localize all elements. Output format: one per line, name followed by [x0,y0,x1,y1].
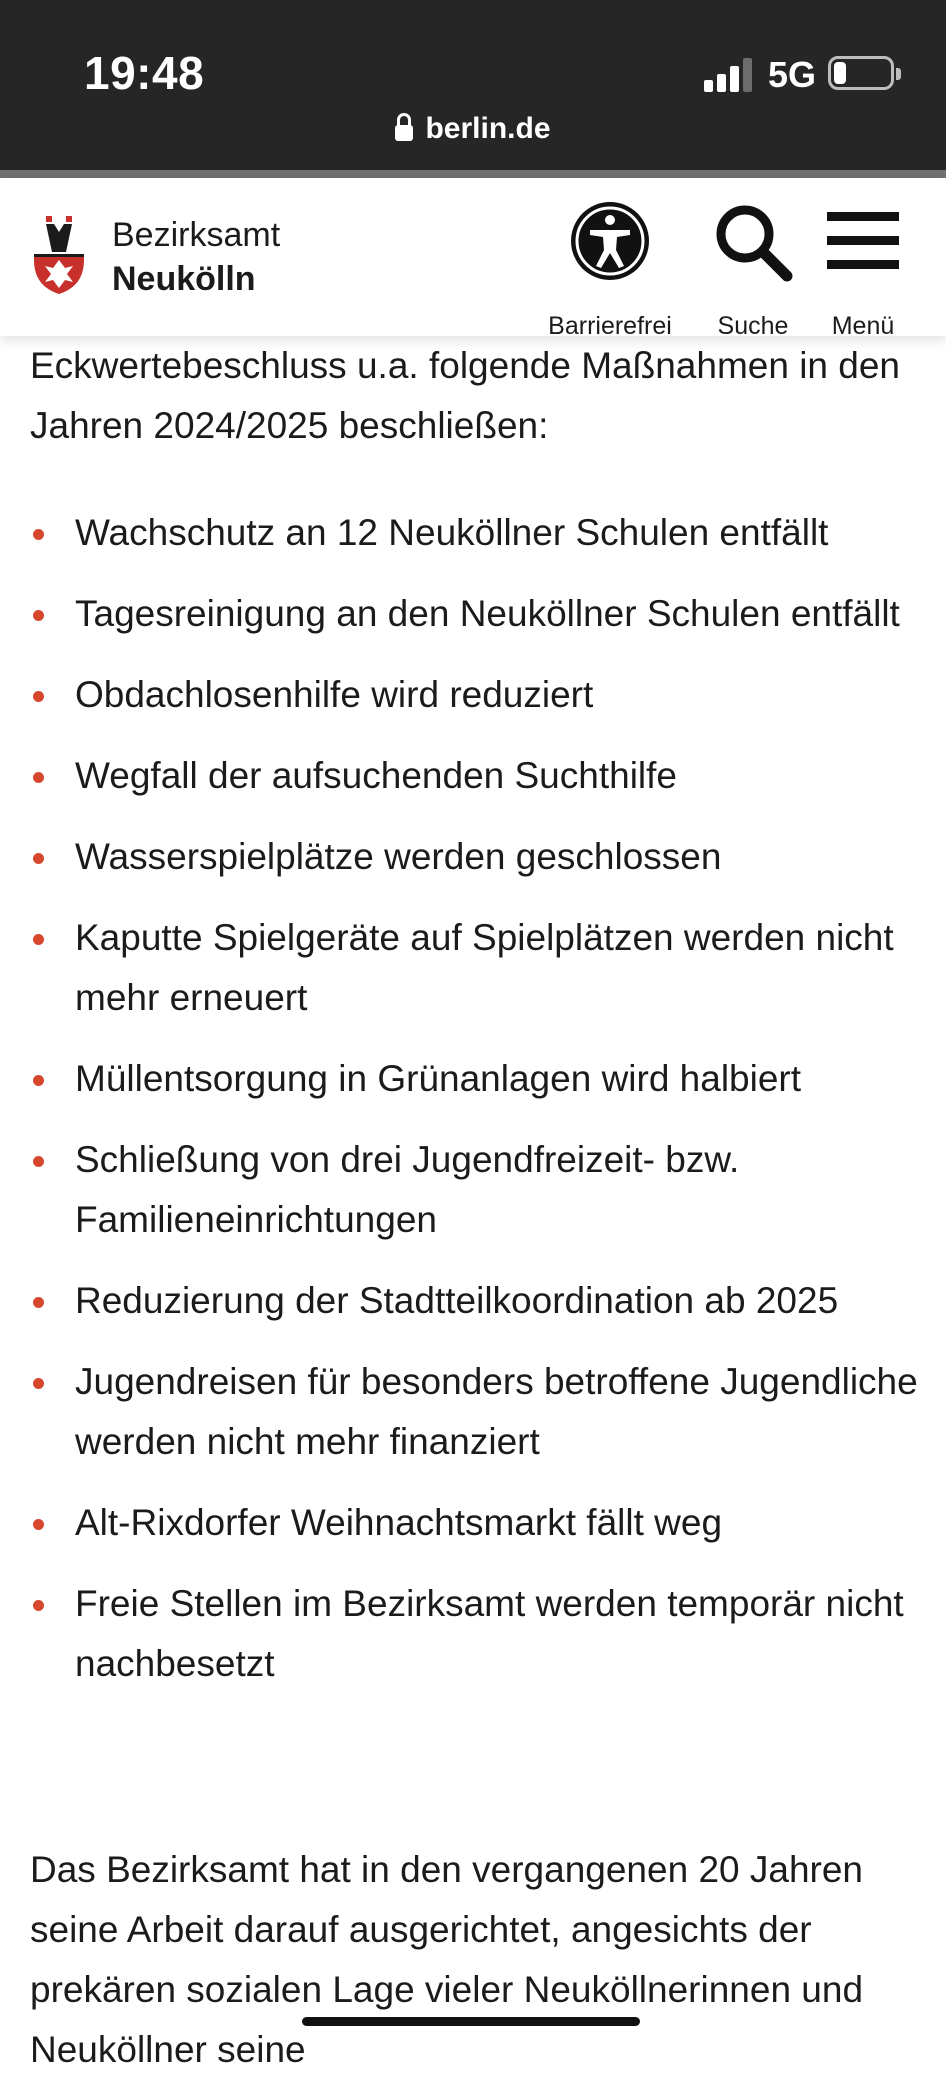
list-item [0,503,946,563]
list-item-text: Kaputte Spielgeräte auf Spielplätzen werden nicht mehr erneuert [75,917,894,1018]
list-item-text: Jugendreisen für besonders betroffene Jugendliche werden nicht mehr finanziert [75,1361,918,1462]
list-item-text: Reduzierung der Stadtteilkoordination ab 2025 [75,1280,839,1321]
bullet-dot [33,1600,44,1611]
list-item-text: Alt-Rixdorfer Weihnachtsmarkt fällt weg [75,1502,723,1543]
search-label: Suche [717,312,789,340]
list-item [0,1049,946,1109]
bullet-dot [33,934,44,945]
search-button[interactable] [700,200,806,340]
bullet-dot [33,1156,44,1167]
closing-paragraph: Das Bezirksamt hat in den vergangenen 20 Jahren seine Arbeit darauf ausgerichtet, angesichts der prekären sozialen Lage vieler Neuköllnerinnen und Neuköllner seine [30,1849,864,2070]
list-item [0,908,946,1028]
measures-list [0,503,946,1694]
accessibility-button[interactable] [536,200,684,340]
status-bar [0,0,946,178]
list-item [0,1130,946,1250]
list-item-text: Wachschutz an 12 Neuköllner Schulen entfällt [75,512,829,553]
bullet-dot [33,691,44,702]
list-item [0,1493,946,1553]
cellular-signal-icon [704,56,756,92]
article-content [0,336,946,2070]
lock-icon [395,119,413,141]
list-item-text: Wegfall der aufsuchenden Suchthilfe [75,755,677,796]
list-item-text: Obdachlosenhilfe wird reduziert [75,674,594,715]
bullet-dot [33,1075,44,1086]
hamburger-menu-icon [827,208,899,274]
browser-divider [0,170,946,178]
site-header [0,178,946,340]
org-name-line2[interactable]: Neukölln [112,260,256,298]
address-bar[interactable] [0,112,946,146]
list-item [0,665,946,725]
intro-paragraph: Eckwertebeschluss u.a. folgende Maßnahmen in den Jahren 2024/2025 beschließen: [30,345,901,446]
menu-label: Menü [831,312,895,340]
list-item [0,1352,946,1472]
search-icon [711,200,795,284]
list-item-text: Müllentsorgung in Grünanlagen wird halbiert [75,1058,802,1099]
bullet-dot [33,1519,44,1530]
org-name-line1[interactable]: Bezirksamt [112,216,281,254]
list-item-text: Freie Stellen im Bezirksamt werden temporär nicht nachbesetzt [75,1583,904,1684]
list-item [0,584,946,644]
menu-button[interactable] [818,200,908,340]
bullet-dot [33,529,44,540]
status-time: 19:48 [84,47,205,99]
home-indicator[interactable] [302,2017,640,2026]
bullet-dot [33,1297,44,1308]
list-item [0,746,946,806]
list-item-text: Wasserspielplätze werden geschlossen [75,836,722,877]
list-item-text: Schließung von drei Jugendfreizeit- bzw. Familieneinrichtungen [75,1139,740,1240]
network-type: 5G [768,54,817,95]
list-item [0,1574,946,1694]
url-text: berlin.de [425,112,551,145]
list-item [0,827,946,887]
neukoelln-crest-logo[interactable] [32,216,86,294]
bullet-dot [33,772,44,783]
bullet-dot [33,853,44,864]
list-item-text: Tagesreinigung an den Neuköllner Schulen entfällt [75,593,900,634]
list-item [0,1271,946,1331]
accessibility-label: Barrierefrei [548,312,672,340]
battery-icon [828,56,894,90]
bullet-dot [33,610,44,621]
accessibility-icon [569,200,651,282]
bullet-dot [33,1378,44,1389]
